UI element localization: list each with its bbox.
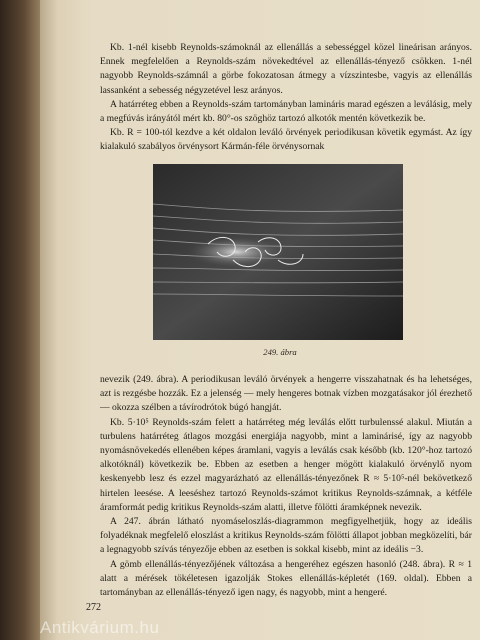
text-block-top <box>100 41 472 155</box>
paragraph: A gömb ellenállás-tényezőjének változása a hengeréhez egészen hasonló (248. ábra). R ≈ 1 alatt a mérések tökéletesen igazolják Stokes ellenállás-képletét (169. oldal). Ebben a tartományban az ellenállás-tényező igen nagy, és nagyobb, mint a hengeré. <box>100 558 472 599</box>
book-spine <box>0 0 42 640</box>
vortex-street-photograph <box>153 164 403 340</box>
paragraph: A határréteg ebben a Reynolds-szám tartományban lamináris marad egészen a leválásig, mely a megfúvás irányától mért kb. 80°-os szöghöz tartozó alkotók mentén következik be. <box>100 98 472 125</box>
paragraph: nevezik (249. ábra). A periodikusan leváló örvények a hengerre visszahatnak és ha lehetséges, azt is rezgésbe hozzák. Ez a jelenség — mely hengeres botnak vízben mozgatásakor jól érezhető — okozza szélben a távírodrótok búgó hangját. <box>100 374 472 414</box>
paragraph: Kb. 1-nél kisebb Reynolds-számoknál az ellenállás a sebességgel közel lineárisan arányos. Ennek megfelelően a Reynolds-szám növekedtével az ellenállás-tényező csökken. 1-nél nagyobb Reynolds-számnál a görbe fokozatosan átmegy a vízszintesbe, vagyis az ellenállás lassanként a sebesség négyzetével lesz arányos. <box>100 42 472 96</box>
paragraph: A 247. ábrán látható nyomáseloszlás-diagrammon megfigyelhetjük, hogy az ideális folyadéknak megfelelő eloszlást a kritikus Reynolds-szám fölötti állapot jobban megközelíti, bár a legnagyobb szívás tényezője ebben az esetben is sokkal kisebb, mint az ideális −3. <box>100 516 472 556</box>
text-block-bottom <box>100 373 472 600</box>
paragraph: Kb. 5·10⁵ Reynolds-szám felett a határréteg még leválás előtt turbulenssé alakul. Miután a turbulens határréteg átlagos mozgási energiája nagyobb, mint a laminárisé, így az nagyobb nyomásnövekedés ellenében képes áramlani, vagyis a leválás csak később (kb. 120°-hoz tartozó alkotóknál) következik be. Ebben az esetben a henger mögött kialakuló örvénylő nyom keskenyebb lesz és ezzel magyarázható az ellenállás-tényezőnek R ≈ 5·10⁵-nél bekövetkező hirtelen leesése. A leeséshez tartozó Reynolds-számot kritikus Reynolds-számnak, a kétféle áramformát pedig kritikus Reynolds-szám alatti, illetve fölötti áramképnek nevezik. <box>100 416 472 513</box>
paragraph: Kb. R = 100-tól kezdve a két oldalon leváló örvények periodikusan követik egymást. Az így kialakuló szabályos örvénysort Kármán-féle örvénysornak <box>100 127 472 153</box>
book-page <box>40 0 480 640</box>
figure-caption: 249. ábra <box>263 347 297 357</box>
watermark: Antikvárium.hu <box>40 618 160 637</box>
page-number: 272 <box>86 602 101 613</box>
vortex-street-image <box>153 164 403 340</box>
